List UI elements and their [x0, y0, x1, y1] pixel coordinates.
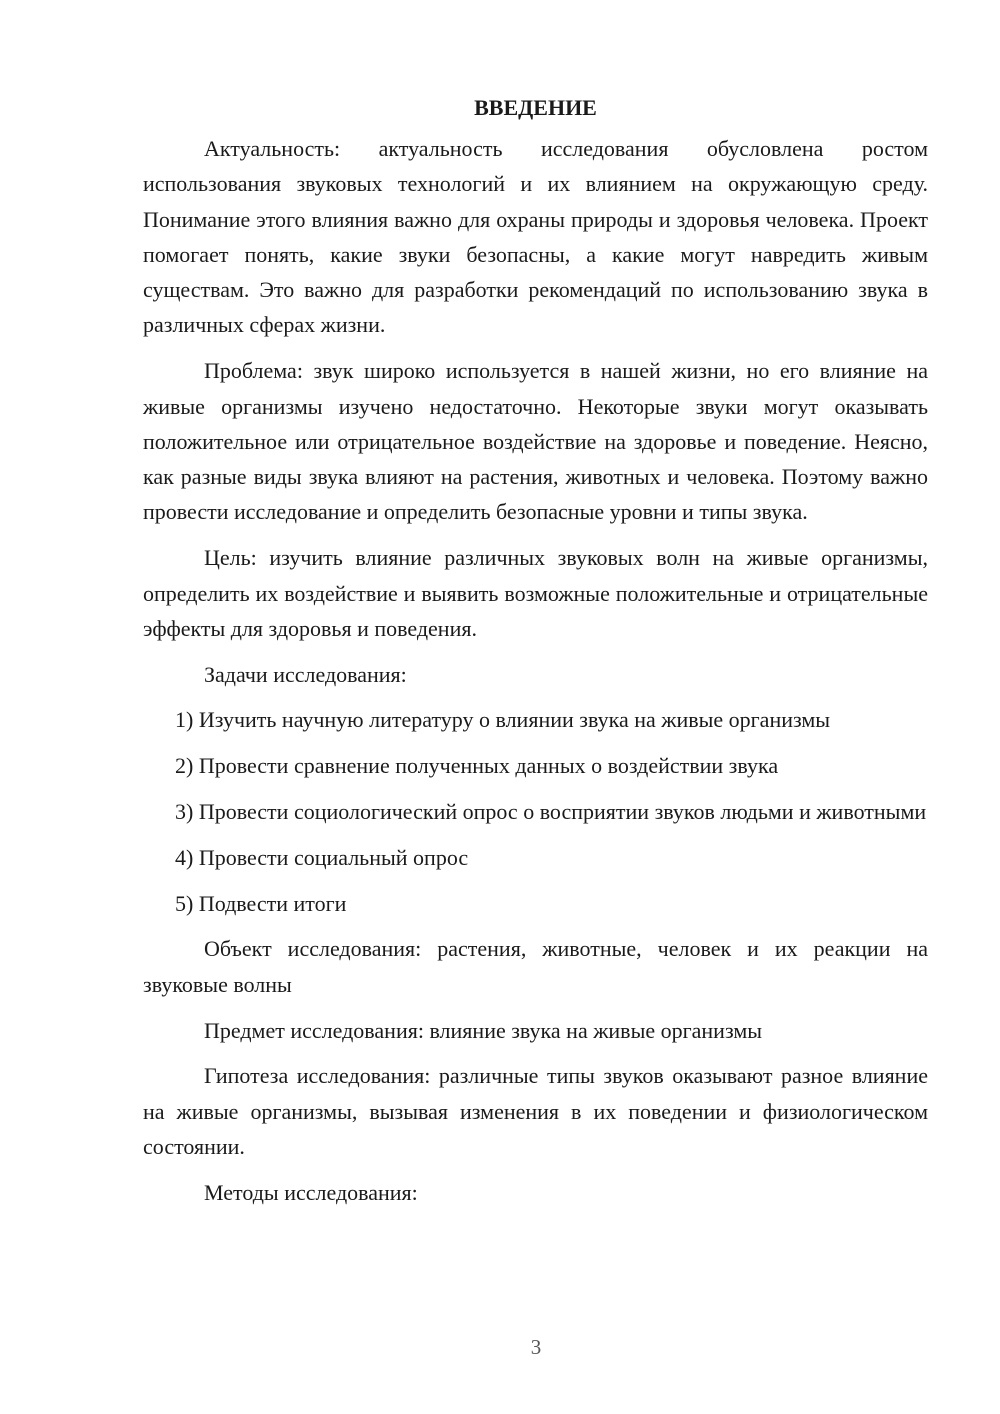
- task-item-1: 1) Изучить научную литературу о влиянии звука на живые организмы: [175, 707, 831, 733]
- paragraph-object: Объект исследования: растения, животные, человек и их реакции на звуковые волны: [143, 936, 928, 997]
- paragraph-subject: Предмет исследования: влияние звука на живые организмы: [204, 1017, 763, 1043]
- task-item-5: 5) Подвести итоги: [175, 890, 347, 916]
- paragraph-problem: Проблема: звук широко используется в нашей жизни, но его влияние на живые организмы изучено недостаточно. Некоторые звуки могут оказывать положительное или отрицательное воздействие на здоровье и поведение. Неясно, как разные виды звука влияют на растения, животных и человека. Поэтому важно провести исследование и определить безопасные уровни и типы звука.: [143, 358, 928, 525]
- task-item-4: 4) Провести социальный опрос: [175, 844, 469, 870]
- page-number: 3: [530, 1335, 542, 1359]
- tasks-title: Задачи исследования:: [204, 661, 407, 687]
- paragraph-hypothesis: Гипотеза исследования: различные типы звуков оказывают разное влияние на живые организмы, вызывая изменения в их поведении и физиологическом состоянии.: [143, 1063, 928, 1159]
- paragraph-goal: Цель: изучить влияние различных звуковых волн на живые организмы, определить их воздействие и выявить возможные положительные и отрицательные эффекты для здоровья и поведения.: [143, 545, 928, 641]
- task-item-3: 3) Провести социологический опрос о восприятии звуков людьми и животными: [175, 799, 927, 825]
- task-item-2: 2) Провести сравнение полученных данных о воздействии звука: [175, 753, 779, 779]
- methods-title: Методы исследования:: [204, 1179, 418, 1205]
- section-heading: ВВЕДЕНИЕ: [474, 95, 597, 120]
- document-page: [143, 88, 928, 1210]
- paragraph-relevance: Актуальность: актуальность исследования обусловлена ростом использования звуковых технологий и их влиянием на окружающую среду. Понимание этого влияния важно для охраны природы и здоровья человека. Проект помогает понять, какие звуки безопасны, а какие могут навредить живым существам. Это важно для разработки рекомендаций по использованию звука в различных сферах жизни.: [143, 136, 928, 338]
